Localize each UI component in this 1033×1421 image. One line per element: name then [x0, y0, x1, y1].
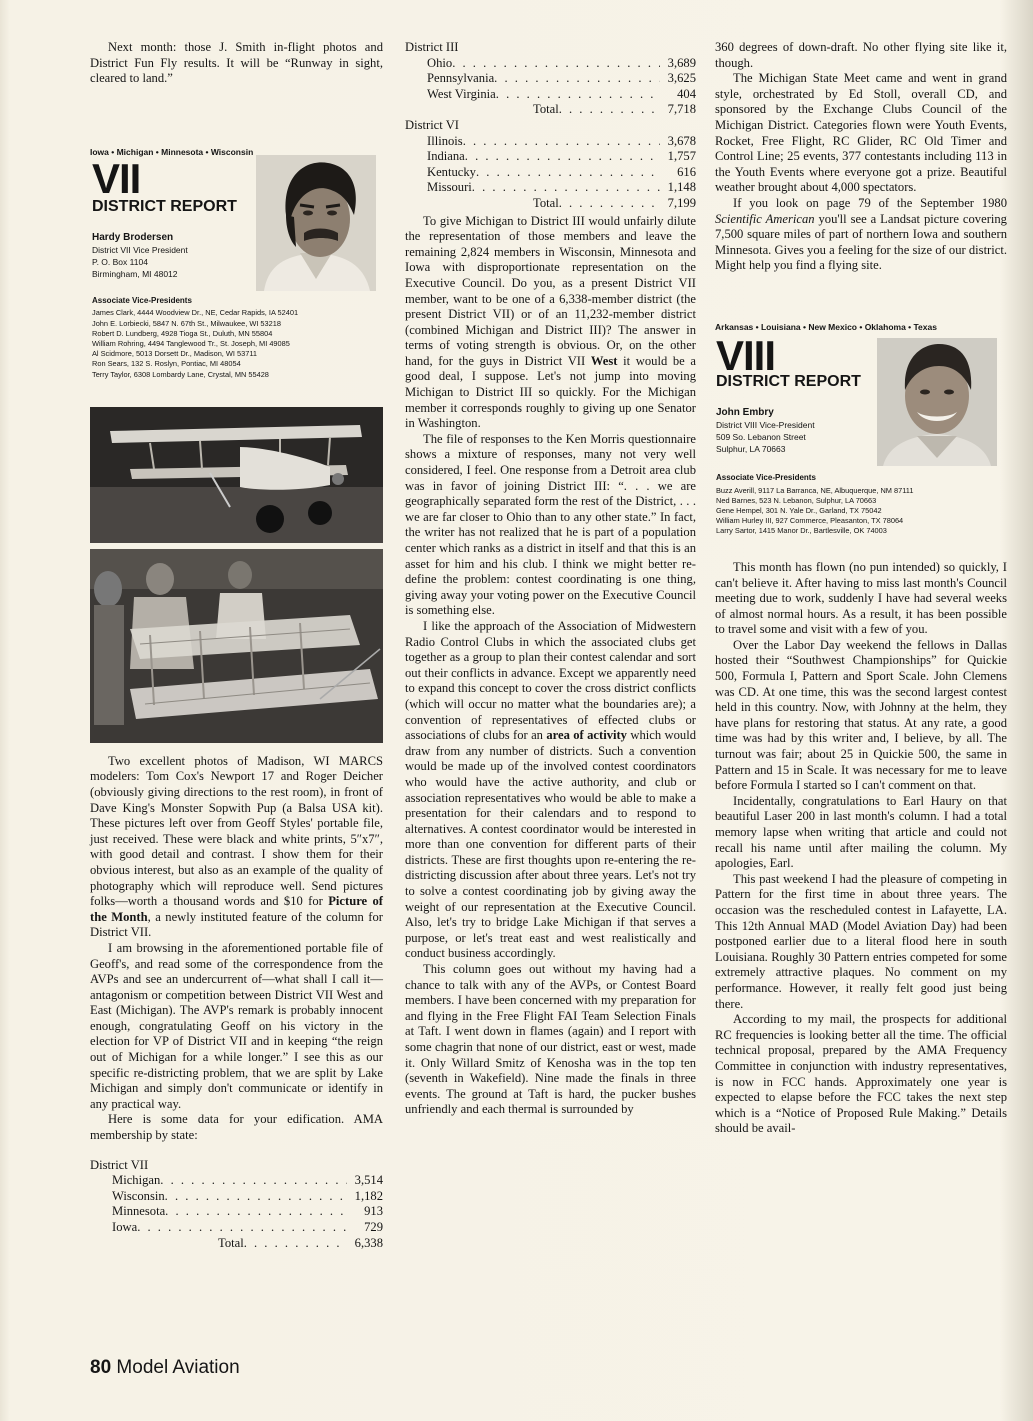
- vp-address-line-1: 509 So. Lebanon Street: [716, 431, 806, 442]
- district-8-numeral: VIII: [716, 331, 776, 379]
- district-8-associates: [716, 470, 1016, 537]
- associates-heading: Associate Vice-Presidents: [92, 295, 192, 305]
- column-2: [405, 40, 696, 1118]
- associate-line: Ron Sears, 132 S. Roslyn, Pontiac, MI 48054: [92, 359, 241, 369]
- table-row: Missouri . . . 1,148: [405, 180, 696, 196]
- magazine-name: Model Aviation: [116, 1357, 240, 1378]
- district-8-header: [715, 320, 1007, 560]
- table-heading: District VI: [405, 117, 459, 132]
- district-7-membership-table: [90, 1158, 383, 1252]
- photos-block: [90, 405, 383, 750]
- associate-line: Gene Hempel, 301 N. Yale Dr., Garland, TX 75042: [716, 505, 882, 515]
- state-meet-paragraph: The Michigan State Meet came and went in grand style, orchestrated by Ed Stoll, overall CD, and sponsored by the Exchange Clubs Council of the Michigan District. Categories flown were Youth Events, Rocket, Free Flight, RC Glider, RC Old Timer and Control Line; 25 events, 377 contestants including 113 in the Youth Events where everyone got a prize. Beautiful weather brought about 4,000 spectators.: [715, 71, 1007, 195]
- portrait-john-embry: [877, 338, 997, 466]
- past-weekend-paragraph: This past weekend I had the pleasure of competing in Pattern for the first time in about three years. The occasion was the rescheduled contest in Lafayette, LA. This 12th Annual MAD (Model Aviation Day) had been postponed earlier due to a literal flood here in south Louisiana. Roughly 30 Pattern entries competed for some extremely attractive plaques. No comment on my performance. However, it really felt good just being there.: [715, 871, 1007, 1011]
- portrait-hardy-brodersen: [256, 155, 376, 291]
- picture-of-the-month: Picture of the Month: [90, 894, 383, 924]
- associate-line: Ned Barnes, 523 N. Lebanon, Sulphur, LA 70663: [716, 495, 877, 505]
- associate-line: William Hurley III, 927 Commerce, Pleasanton, TX 78064: [716, 516, 904, 526]
- associates-heading: Associate Vice-Presidents: [716, 472, 816, 482]
- questionnaire-paragraph: The file of responses to the Ken Morris questionnaire shows a mixture of responses, many not very well considered, I feel. One response from a Detroit area club was in favor of joining District III: “. . . we are geographically separated form the rest of the District, . . . we are far closer to Ohio than to any other state.” In fact, the writer has not realized that he is part of a population center which ranks as a district in itself and that this is an asset for him and his club. I think we might better re-define the problem: contest coordinating is one thing, giving away your voting power on the Executive Council is something else.: [405, 431, 696, 618]
- district-6-membership-table: [405, 118, 696, 212]
- table-row: Wisconsin . . . 1,182: [90, 1189, 383, 1205]
- incidentally-paragraph: Incidentally, congratulations to Earl Haury on that beautiful Laser 200 in last month's column. I had a total memory lapse when writing that article and could not recall his name until after mailing the column. My apologies, Earl.: [715, 793, 1007, 871]
- table-row: Kentucky . . . 616: [405, 165, 696, 181]
- association-paragraph: I like the approach of the Association of Midwestern Radio Control Clubs in which the associated clubs get together as a group to plan their contest calendar and sort out their conflicts in advance. Except we apparently need to expand this concept to cover the cross district conflicts (which will occur no matter what the boundaries are); a convention of representatives of effected clubs or associations of clubs for an area of activity which would draw from any number of districts. Such a convention would be made up of the involved contest coordinators who would have the active authority, and club or association representatives who would be able to make a presentation for their calendars and to respond to alternatives. A contest coordinator would be interested in more than one convention for different parts of their districts. These are first thoughts upon re-entering the re-districting discussion after about three years. Let's not try to solve a contest coordinating job by giving away the weight of our representation at the Executive Council. Also, let's try to bridge Lake Michigan if that serves a purpose, or let's treat east and west realistically and conduct business accordingly.: [405, 618, 696, 961]
- associate-line: Larry Sartor, 1415 Manor Dr., Bartlesville, OK 74003: [716, 526, 887, 536]
- intro-paragraph: Next month: those J. Smith in-flight photos and District Fun Fly results. It will be “Runway in sight, cleared to land.”: [90, 40, 383, 86]
- district-7-vp: [92, 231, 262, 280]
- photo-newport-17-biplane: [90, 407, 383, 543]
- table-row: Minnesota . . . 913: [90, 1204, 383, 1220]
- associate-line: John E. Lorbiecki, 5847 N. 67th St., Milwaukee, WI 53218: [92, 318, 281, 328]
- data-intro-paragraph: Here is some data for your edification. AMA membership by state:: [90, 1112, 383, 1143]
- vp-address-line-2: Sulphur, LA 70663: [716, 443, 786, 454]
- browsing-paragraph: I am browsing in the aforementioned portable file of Geoff's, and read some of the correspondence from the AVPs and see an undercurrent of—what shall I call it—antagonism or competition between District VII West and East (Michigan). The AVP's remark is probably innocent enough, congratulating Geoff on his victory in the election for VP of District VII and in keeping “the reign out of Michigan for a while longer.” I see this as our specific re-districting problem, that we are split by Lake Michigan and simply don't communicate or identify in any practical way.: [90, 940, 383, 1111]
- vp-title: District VIII Vice-President: [716, 419, 815, 430]
- page-footer: [90, 1357, 240, 1379]
- photo-sopwith-pup-modelers: [90, 549, 383, 743]
- associate-line: Terry Taylor, 6308 Lombardy Lane, Crystal, MN 55428: [92, 369, 269, 379]
- associate-line: William Rohring, 4494 Tanglewood Tr., St. Joseph, MI 49085: [92, 338, 290, 348]
- frequencies-paragraph: According to my mail, the prospects for additional RC frequencies is looking better all the time. The official technical proposal, prepared by the AMA Frequency Committee in conjunction with industry representatives, is now in FCC hands. Approximately one year is expected to elapse before the FCC takes the next step which is a “Notice of Proposed Rule Making.” Details should be avail-: [715, 1012, 1007, 1136]
- district-7-header: [90, 145, 383, 405]
- column-3: [715, 40, 1007, 1137]
- scientific-american-paragraph: If you look on page 79 of the September 1980 Scientific American you'll see a Landsat picture covering 7,500 square miles of part of northern Iowa and southern Minnesota. Gives you a feeling for the size of our district. Might help you find a flying site.: [715, 195, 1007, 273]
- associate-line: Robert D. Lundberg, 4928 Tioga St., Duluth, MN 55804: [92, 328, 273, 338]
- labor-day-paragraph: Over the Labor Day weekend the fellows in Dallas hosted their “Southwest Championships” for Quickie 500, Formula I, Pattern and Sport Scale. John Clemens was CD. At one time, this was the second largest contest held in this country. Now, with Johnny at the helm, they have plans for restoring that status. At any rate, a good time was had by this writer and, I believe, by all. The turnout was fair; about 25 in Quickie 500, the same in Pattern and 15 in Scale. It was necessary for me to leave before Formula I started so I can't comment on that.: [715, 637, 1007, 793]
- page-number: 80: [90, 1357, 112, 1378]
- column-goes-out-paragraph: This column goes out without my having had a chance to talk with any of the AVPs, or Contest Board members. I have been concerned with my preparation for and flying in the Free Flight FAI Team Selection Finals at Taft. I went down in flames (again) and I report with some chagrin that none of our district, east or west, made it. Only Willard Smitz of Kenosha was in the top ten (seventh in Wakefield). Nine made the finals in three events. The ground at Taft is hard, the pucker bushes unfriendly and each thermal is surrounded by: [405, 962, 696, 1117]
- associate-line: Buzz Averill, 9117 La Barranca, NE, Albuquerque, NM 87111: [716, 485, 914, 495]
- vp-address-line-1: P. O. Box 1104: [92, 256, 148, 267]
- table-total-row: Total . . . 7,199: [405, 196, 696, 212]
- continued-paragraph: 360 degrees of down-draft. No other flying site like it, though.: [715, 40, 1007, 70]
- vp-name: John Embry: [716, 406, 774, 418]
- table-row: Michigan . . . 3,514: [90, 1173, 383, 1189]
- vp-title: District VII Vice President: [92, 244, 188, 255]
- district-7-numeral: VII: [92, 154, 141, 202]
- associate-line: Al Scidmore, 5013 Dorsett Dr., Madison, WI 53711: [92, 349, 257, 359]
- vp-name: Hardy Brodersen: [92, 231, 174, 243]
- district-8-states: Arkansas • Louisiana • New Mexico • Oklahoma • Texas: [715, 321, 937, 332]
- table-row: Illinois . . . 3,678: [405, 134, 696, 150]
- district-8-vp: [716, 406, 876, 455]
- associate-line: James Clark, 4444 Woodview Dr., NE, Cedar Rapids, IA 52401: [92, 308, 299, 318]
- table-row: Iowa . . . 729: [90, 1220, 383, 1236]
- table-heading: District III: [405, 40, 459, 54]
- table-row: Pennsylvania . . . 3,625: [405, 71, 696, 87]
- table-row: Ohio . . . 3,689: [405, 56, 696, 72]
- table-heading: District VII: [90, 1157, 149, 1172]
- district-3-membership-table: [405, 40, 696, 118]
- district-7-states: Iowa • Michigan • Minnesota • Wisconsin: [90, 146, 254, 157]
- table-row: West Virginia . . . 404: [405, 87, 696, 103]
- district-7-associates: [92, 293, 392, 380]
- district-7-title: DISTRICT REPORT: [92, 197, 237, 215]
- month-flown-paragraph: This month has flown (no pun intended) so quickly, I can't believe it. After having to miss last month's Council meeting due to work, suddenly I have had several weeks of almost normal hours. As a result, it has been possible to travel some and visit with a few of you.: [715, 559, 1007, 637]
- photo-caption-paragraph: Two excellent photos of Madison, WI MARCS modelers: Tom Cox's Newport 17 and Roger Deicher (obviously giving directions to the rest room), in front of Dave King's Monster Sopwith Pup (a Balsa USA kit). These pictures left over from Geoff Styles' portable file, just received. These were black and white prints, 5″x7″, with good detail and contrast. I show them for their obvious interest, but also as an example of the quality of photography which will reproduce well. Send pictures folks—worth a thousand words and $10 for Picture of the Month, a newly instituted feature of the column for District VII.: [90, 753, 383, 940]
- table-total-row: Total . . . 7,718: [405, 102, 696, 118]
- column-1: [90, 40, 383, 1251]
- table-row: Indiana . . . 1,757: [405, 149, 696, 165]
- vp-address-line-2: Birmingham, MI 48012: [92, 268, 178, 279]
- table-total-row: Total . . . 6,338: [90, 1236, 383, 1252]
- district-8-title: DISTRICT REPORT: [716, 372, 861, 390]
- give-michigan-paragraph: To give Michigan to District III would unfairly dilute the representation of those members and leave the remaining 2,824 members in Wisconsin, Minnesota and Iowa with disproportionate representation on the Executive Council. Do you, as a present District VII member, want to be one of a 6,338-member district (the present District VII) or of an 11,232-member district (combined Michigan and District III)? The answer in terms of voting strength is obvious. Or, on the other hand, for the guys in District VII West it would be a good deal, I suppose. Let's not jump into moving Michigan to District III so quickly. For the Michigan member it corresponds roughly to giving up one Senator in Washington.: [405, 213, 697, 431]
